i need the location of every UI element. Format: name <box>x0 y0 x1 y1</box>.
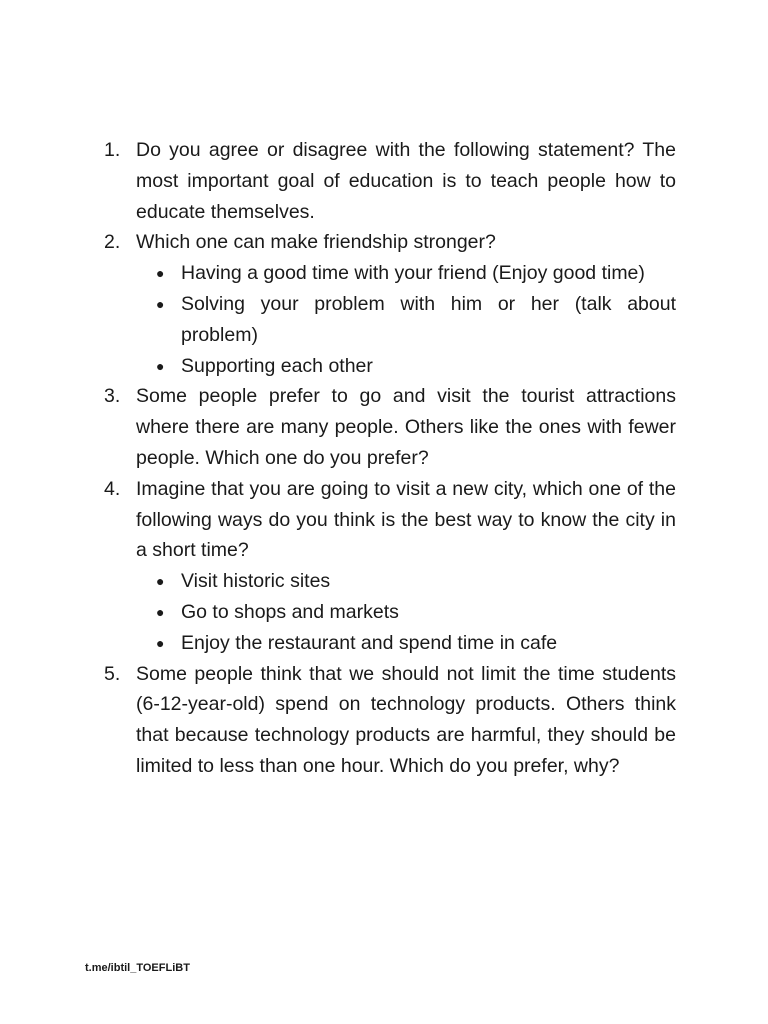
question-item <box>104 135 676 227</box>
bullet-icon: ● <box>156 603 165 620</box>
option-text: Having a good time with your friend (Enjoy good time) <box>181 262 645 285</box>
option-list <box>136 566 676 658</box>
option-text: Go to shops and markets <box>181 600 399 623</box>
question-text: Imagine that you are going to visit a new city, which one of the following ways do you think is the best way to know the city in a short time? <box>136 477 676 562</box>
question-number: 1. <box>104 139 121 161</box>
option-item <box>136 597 676 628</box>
question-text: Which one can make friendship stronger? <box>136 231 496 254</box>
question-item <box>104 381 676 473</box>
question-text: Do you agree or disagree with the following statement? The most important goal of education is to teach people how to educate themselves. <box>136 139 676 223</box>
option-item <box>136 289 676 351</box>
option-text: Solving your problem with him or her (talk about problem) <box>181 292 676 346</box>
option-list <box>136 258 676 381</box>
question-item <box>104 227 676 381</box>
option-text: Visit historic sites <box>181 570 331 593</box>
option-item <box>136 566 676 597</box>
question-number: 3. <box>104 385 121 408</box>
question-text: Some people think that we should not limit the time students (6-12-year-old) spend on technology products. Others think that because technology products are harmful, they should be limited to less than one hour. Which do you prefer, why? <box>136 662 676 777</box>
bullet-icon: ● <box>156 295 165 312</box>
question-item <box>104 474 676 659</box>
bullet-icon: ● <box>156 357 165 374</box>
option-item <box>136 258 676 289</box>
question-number: 4. <box>104 477 121 500</box>
footer-link: t.me/ibtil_TOEFLiBT <box>85 962 190 974</box>
question-item <box>104 659 676 782</box>
option-text: Supporting each other <box>181 354 373 377</box>
bullet-icon: ● <box>156 634 165 651</box>
bullet-icon: ● <box>156 265 165 282</box>
option-item <box>136 351 676 382</box>
question-number: 2. <box>104 231 121 254</box>
question-list <box>104 135 676 782</box>
bullet-icon: ● <box>156 573 165 590</box>
question-number: 5. <box>104 662 121 685</box>
question-text: Some people prefer to go and visit the tourist attractions where there are many people. Others like the ones with fewer people. Which one do you prefer? <box>136 385 676 469</box>
option-item <box>136 628 676 659</box>
option-text: Enjoy the restaurant and spend time in cafe <box>181 631 558 654</box>
